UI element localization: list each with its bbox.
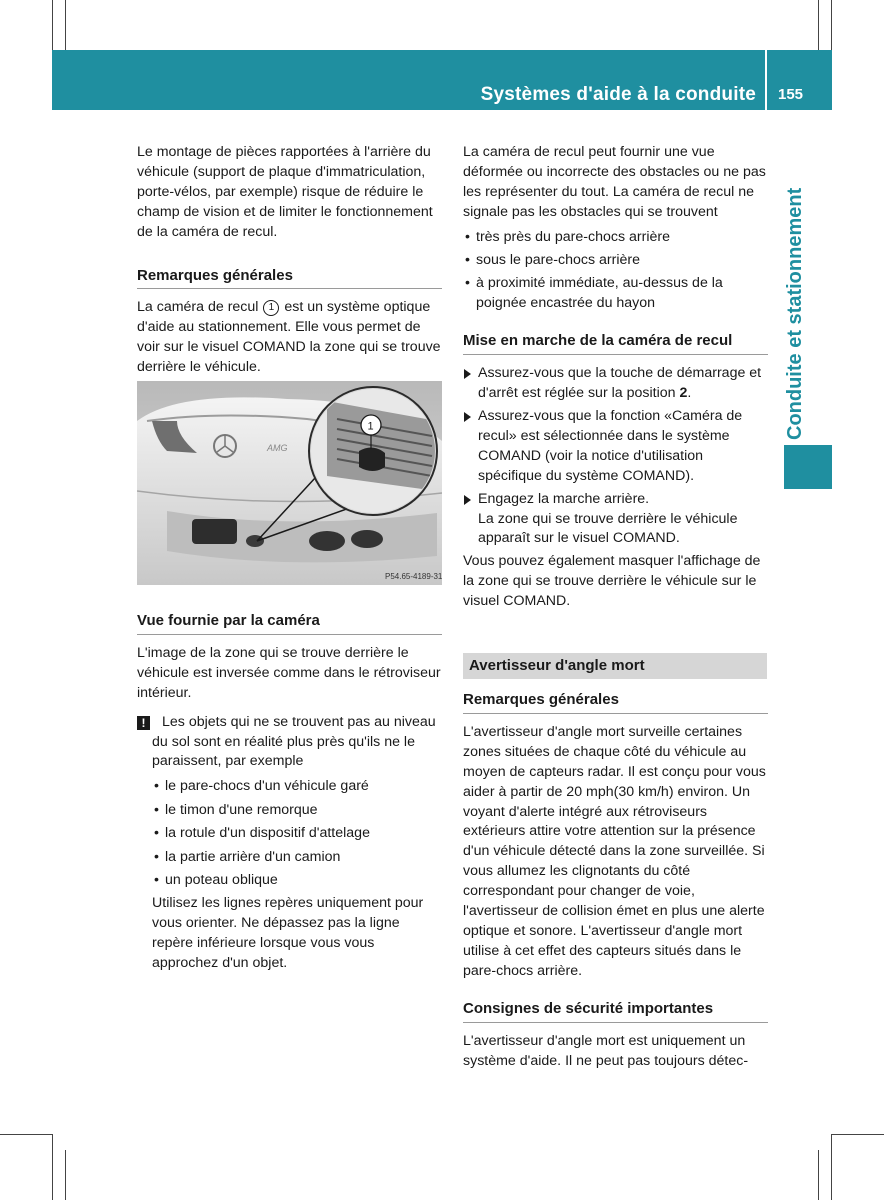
crop-mark xyxy=(818,1150,819,1200)
svg-text:AMG: AMG xyxy=(267,443,288,453)
page-title: Systèmes d'aide à la conduite xyxy=(480,84,756,105)
section-heading: Remarques générales xyxy=(463,690,768,714)
left-column xyxy=(137,143,442,384)
header-divider xyxy=(765,50,767,110)
crop-mark xyxy=(831,0,832,50)
image-code: P54.65-4189-31 xyxy=(385,572,442,581)
section-banner-title: Avertisseur d'angle mort xyxy=(469,657,645,674)
crop-mark xyxy=(832,1134,884,1135)
mask-paragraph: Vous pouvez également masquer l'affichage de la zone qui se trouve derrière le véhicule sur le visuel COMAND. xyxy=(463,553,761,610)
list-item: • très près du pare-chocs arrière xyxy=(463,228,768,248)
list-item: • le timon d'une remorque xyxy=(152,801,442,821)
warning-block xyxy=(137,713,442,974)
intro-paragraph: Le montage de pièces rapportées à l'arrière du véhicule (support de plaque d'immatriculation, porte-vélos, par exemple) risque de réduire le champ de vision et de limiter le fonctionnement de la caméra de recul. xyxy=(137,144,433,240)
list-item: • à proximité immédiate, au-dessus de la poignée encastrée du hayon xyxy=(463,274,768,314)
arrow-icon xyxy=(464,369,471,379)
side-tab-marker xyxy=(784,445,832,489)
page-number: 155 xyxy=(778,86,804,103)
section-heading: Vue fournie par la caméra xyxy=(137,611,442,635)
crop-mark xyxy=(831,1134,832,1200)
left-column-lower xyxy=(137,611,442,980)
section-banner xyxy=(463,653,767,679)
limits-list xyxy=(463,228,768,315)
right-column-lower xyxy=(463,690,768,1077)
warning-text: Les objets qui ne se trouvent pas au niveau du sol sont en réalité plus près qu'ils ne le paraissent, par exemple xyxy=(152,713,436,770)
list-item: • la rotule d'un dispositif d'attelage xyxy=(152,824,442,844)
crop-mark xyxy=(65,0,66,50)
rear-camera-photo xyxy=(137,381,442,585)
step-item: Assurez-vous que la fonction «Caméra de recul» est sélectionnée dans le système COMAND (voir la notice d'utilisation spécifique du système COMAND). xyxy=(463,407,768,487)
crop-mark xyxy=(52,0,53,50)
step-item: Assurez-vous que la touche de démarrage et d'arrêt est réglée sur la position 2. xyxy=(463,364,768,404)
right-column xyxy=(463,143,768,618)
limits-paragraph: La caméra de recul peut fournir une vue déformée ou incorrecte des obstacles ou ne pas les représenter du tout. La caméra de recul ne signale pas les obstacles qui se trouvent xyxy=(463,144,766,220)
warning-icon: ! xyxy=(137,716,150,730)
warning-outro: Utilisez les lignes repères uniquement pour vous orienter. Ne dépassez pas la ligne repère inférieure lorsque vous vous approchez d'un objet. xyxy=(152,895,424,972)
section-heading: Mise en marche de la caméra de recul xyxy=(463,331,768,355)
arrow-icon xyxy=(464,412,471,422)
list-item: • le pare-chocs d'un véhicule garé xyxy=(152,777,442,797)
crop-mark xyxy=(818,0,819,50)
side-tab-label: Conduite et stationnement xyxy=(784,187,806,440)
section-heading: Consignes de sécurité importantes xyxy=(463,999,768,1023)
view-paragraph: L'image de la zone qui se trouve derrière le véhicule est inversée comme dans le rétroviseur intérieur. xyxy=(137,644,441,701)
camera-description: La caméra de recul 1 est un système optique d'aide au stationnement. Elle vous permet de voir sur le visuel COMAND la zone qui se trouve derrière le véhicule. xyxy=(137,299,441,376)
step-item: Engagez la marche arrière. La zone qui se trouve derrière le véhicule apparaît sur le visuel COMAND. xyxy=(463,490,768,550)
crop-mark xyxy=(65,1150,66,1200)
crop-mark xyxy=(52,1134,53,1200)
callout-number: 1 xyxy=(263,300,279,316)
list-item: • la partie arrière d'un camion xyxy=(152,848,442,868)
car-rear-illustration xyxy=(137,381,442,585)
arrow-icon xyxy=(464,495,471,505)
crop-mark xyxy=(0,1134,52,1135)
blind-spot-paragraph: L'avertisseur d'angle mort surveille certaines zones situées de chaque côté du véhicule au moyen de capteurs radar. Il est conçu pour vous aider à partir de 20 mph(30 km/h) environ. Un voyant d'alerte intégré aux rétroviseurs extérieurs attire votre attention sur la présence d'un véhicule détecté dans la zone surveillée. Si vous allumez les clignotants du côté correspondant pour changer de voie, l'avertisseur de collision émet en plus une alerte optique et sonore. L'avertisseur d'angle mort utilise à cet effet des capteurs situés dans le pare-chocs arrière. xyxy=(463,723,766,979)
safety-paragraph: L'avertisseur d'angle mort est uniquement un système d'aide. Il ne peut pas toujours détec- xyxy=(463,1032,749,1069)
activation-steps xyxy=(463,364,768,549)
section-heading: Remarques générales xyxy=(137,266,442,290)
warning-list xyxy=(152,777,442,891)
list-item: • un poteau oblique xyxy=(152,871,442,891)
photo-callout-number: 1 xyxy=(367,420,374,433)
list-item: • sous le pare-chocs arrière xyxy=(463,251,768,271)
